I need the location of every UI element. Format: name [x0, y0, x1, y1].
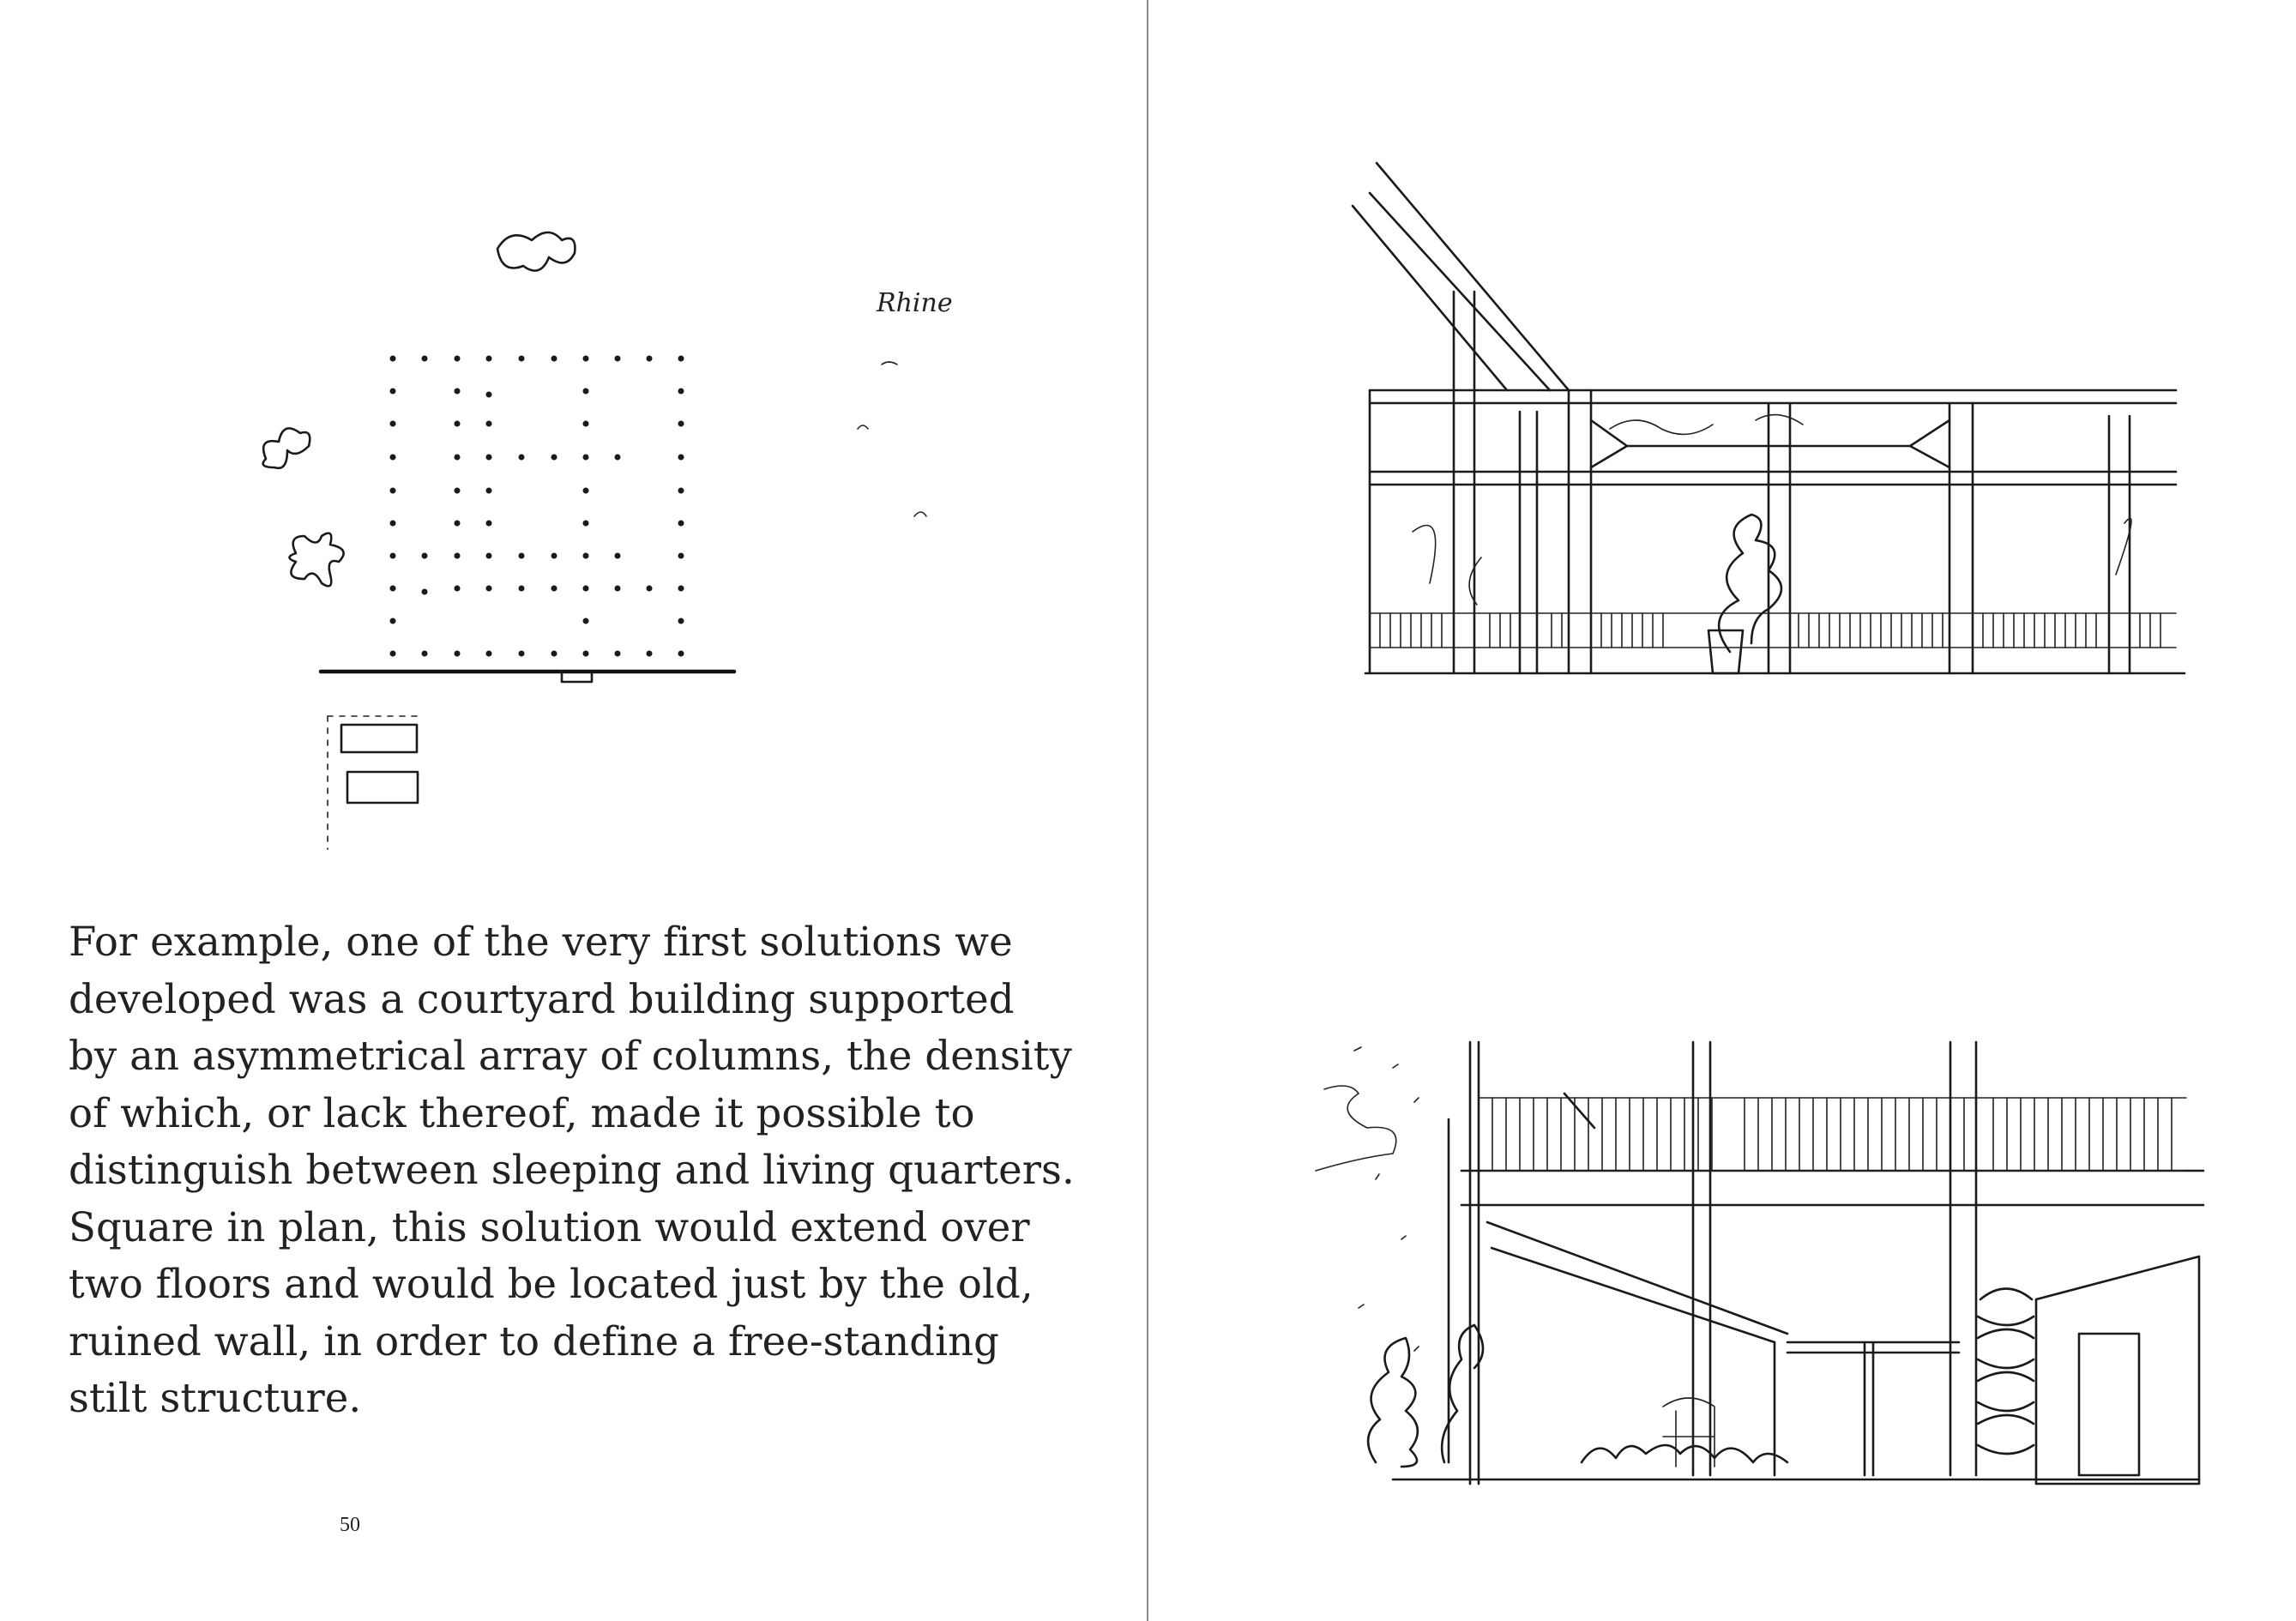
paragraph-line: two floors and would be located just by the old,: [69, 1261, 1034, 1307]
paragraph-line: Square in plan, this solution would extend over: [69, 1203, 1030, 1250]
site-plan-sketch: [249, 214, 969, 849]
body-paragraph: [69, 913, 1075, 1427]
river-label: Rhine: [877, 288, 953, 318]
paragraph-line: developed was a courtyard building supported: [69, 975, 1015, 1022]
courtyard-perspective-lower: [1341, 1042, 2199, 1488]
page-number: 50: [340, 1514, 360, 1536]
tree-blob-top: [497, 232, 575, 271]
paragraph-line: ruined wall, in order to define a free-standing: [69, 1317, 1000, 1365]
left-page: [0, 0, 1147, 1621]
courtyard-perspective-upper: [1370, 163, 2176, 690]
paragraph-line: For example, one of the very first solutions we: [69, 919, 1013, 965]
column-grid: [390, 356, 684, 657]
parking-box-1: [341, 725, 417, 752]
paragraph-line: by an asymmetrical array of columns, the density: [69, 1033, 1072, 1079]
tree-blob-left-lower: [290, 533, 344, 587]
paragraph-line: distinguish between sleeping and living quarters.: [69, 1147, 1075, 1193]
parking-box-2: [347, 772, 418, 803]
paragraph-line: of which, or lack thereof, made it possible to: [69, 1089, 975, 1136]
paragraph-line: stilt structure.: [69, 1375, 362, 1421]
tree-blob-left: [263, 428, 310, 467]
right-page: [1148, 0, 2296, 1621]
